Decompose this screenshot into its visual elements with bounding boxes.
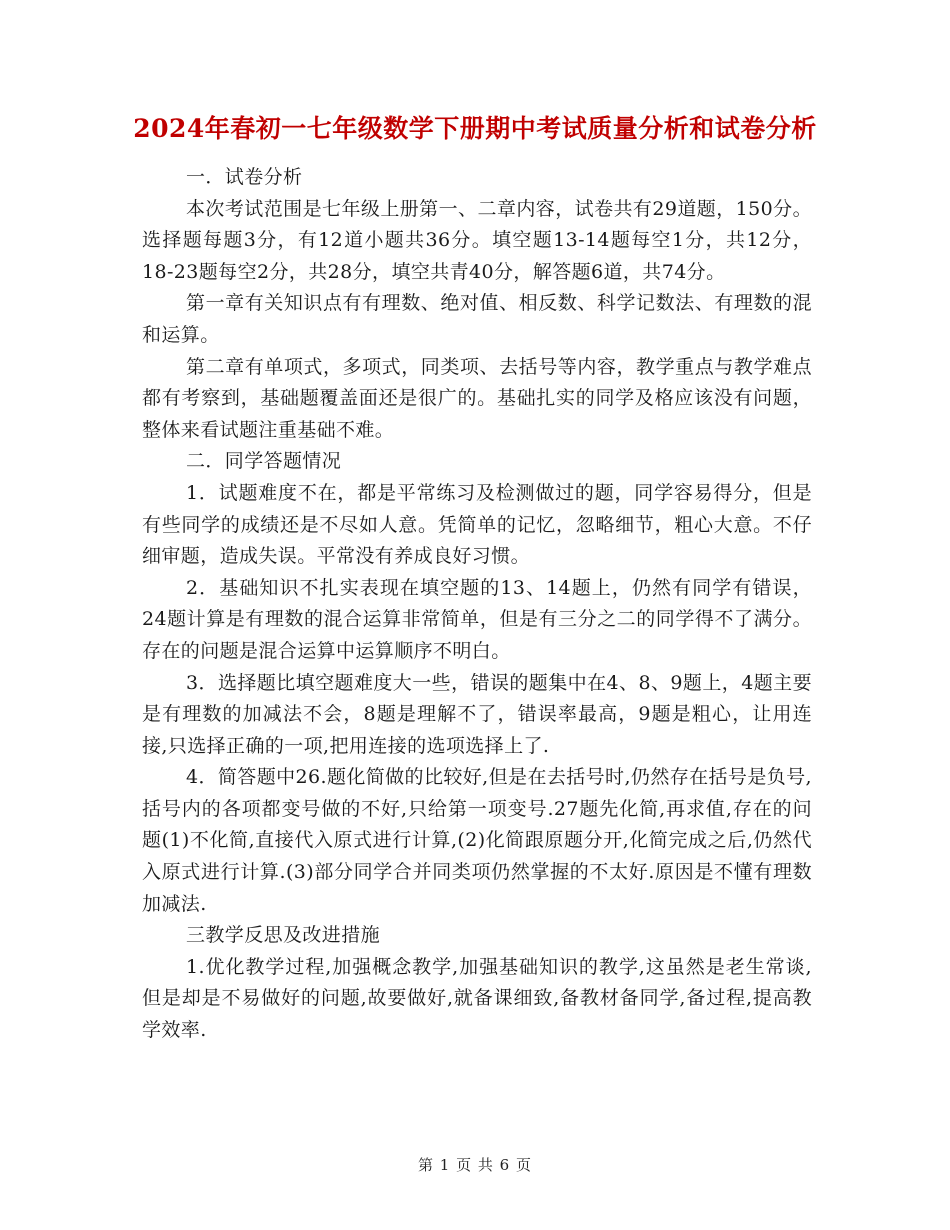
section-heading-student-answers: 二．同学答题情况: [186, 450, 342, 473]
paragraph-answer-point-3: 3．选择题比填空题难度大一些，错误的题集中在4、8、9题上，4题主要是有理数的加减法不会，8题是理解不了，错误率最高，9题是粗心，让用连接,只选择正确的一项,把用连接的选项选择上了.: [142, 671, 812, 757]
document-body: [142, 162, 812, 1047]
paragraph-answer-point-4: 4．简答题中26.题化简做的比较好,但是在去括号时,仍然存在括号是负号,括号内的各项都变号做的不好,只给第一项变号.27题先化简,再求值,存在的问题(1)不化简,直接代入原式进行计算,(2)化简跟原题分开,化简完成之后,仍然代入原式进行计算.(3)部分同学合并同类项仍然掌握的不太好.原因是不懂有理数加减法.: [142, 766, 812, 915]
paragraph-exam-scope: 本次考试范围是七年级上册第一、二章内容，试卷共有29道题，150分。选择题每题3分，有12道小题共36分。填空题13-14题每空1分，共12分，18-23题每空2分，共28分，填空共青40分，解答题6道，共74分。: [142, 197, 812, 283]
paragraph-answer-point-2: 2．基础知识不扎实表现在填空题的13、14题上，仍然有同学有错误，24题计算是有理数的混合运算非常简单，但是有三分之二的同学得不了满分。存在的问题是混合运算中运算顺序不明白。: [142, 576, 812, 662]
paragraph-chapter-two: 第二章有单项式，多项式，同类项、去括号等内容，教学重点与教学难点都有考察到，基础题覆盖面还是很广的。基础扎实的同学及格应该没有问题，整体来看试题注重基础不难。: [142, 355, 812, 441]
paragraph-answer-point-1: 1．试题难度不在，都是平常练习及检测做过的题，同学容易得分，但是有些同学的成绩还是不尽如人意。凭简单的记忆，忽略细节，粗心大意。不仔细审题，造成失误。平常没有养成良好习惯。: [142, 481, 812, 568]
section-heading-reflection: 三教学反思及改进措施: [186, 924, 381, 947]
paragraph-chapter-one: 第一章有关知识点有有理数、绝对值、相反数、科学记数法、有理数的混和运算。: [142, 292, 812, 346]
section-heading-exam-analysis: 一．试卷分析: [186, 166, 303, 188]
document-title: 2024年春初一七年级数学下册期中考试质量分析和试卷分析: [133, 114, 817, 143]
paragraph-reflection-point-1: 1.优化教学过程,加强概念教学,加强基础知识的教学,这虽然是老生常谈,但是却是不易做好的问题,故要做好,就备课细致,备教材备同学,备过程,提高教学效率.: [142, 955, 812, 1042]
page-number-footer: 第 1 页 共 6 页: [418, 1156, 532, 1174]
